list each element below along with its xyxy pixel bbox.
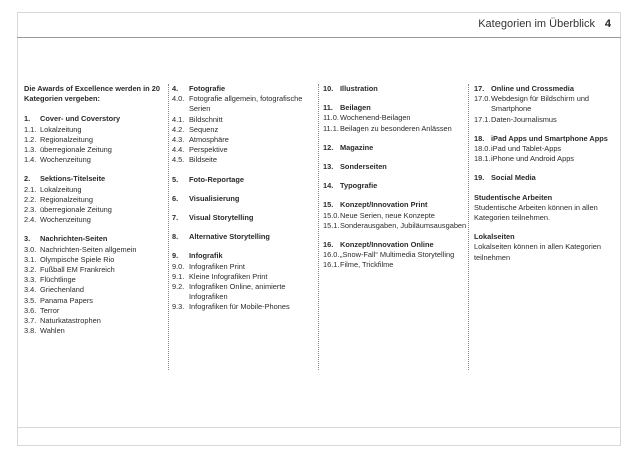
- subcategory-number: 18.0.: [474, 144, 491, 154]
- category-number: 3.: [24, 234, 31, 244]
- subcategory-item: [474, 94, 618, 114]
- category-title: Online und Crossmedia: [491, 84, 574, 93]
- subcategory-item: [172, 94, 312, 114]
- subcategory-label: Wochenend-Beilagen: [340, 113, 411, 123]
- subcategory-number: 3.1.: [24, 254, 37, 264]
- subcategory-item: [24, 285, 164, 295]
- subcategory-item: [24, 296, 164, 306]
- page-title: Kategorien im Überblick: [478, 18, 595, 30]
- category-title: Alternative Storytelling: [189, 232, 270, 242]
- subcategory-label: „Snow-Fall“ Multimedia Storytelling: [340, 250, 455, 260]
- subcategory-label: Beilagen zu besonderen Anlässen: [340, 123, 452, 133]
- subcategory-label: Wahlen: [40, 326, 65, 336]
- subcategory-label: Infografiken Print: [189, 261, 245, 271]
- subcategory-label: überregionale Zeitung: [40, 205, 112, 215]
- subcategory-number: 3.0.: [24, 244, 37, 254]
- category-group: [323, 240, 471, 271]
- page-header: [17, 12, 621, 38]
- note-block: [474, 193, 618, 224]
- category-title: Visualisierung: [189, 193, 240, 203]
- intro-text: Die Awards of Excellence werden in 20 Kategorien vergeben:: [24, 84, 160, 104]
- subcategory-number: 17.1.: [474, 114, 491, 124]
- subcategory-item: [323, 211, 471, 221]
- category-number: 19.: [474, 173, 485, 183]
- category-group: [323, 200, 471, 231]
- category-title: Konzept/Innovation Online: [340, 240, 434, 250]
- note-title: Lokalseiten: [474, 232, 515, 242]
- subcategory-number: 3.6.: [24, 305, 37, 315]
- subcategory-label: Infografiken Online, animierte Infografiken: [189, 282, 286, 302]
- subcategory-number: 4.2.: [172, 124, 185, 134]
- subcategory-number: 11.1.: [323, 123, 339, 133]
- subcategory-number: 1.3.: [24, 145, 37, 155]
- category-heading: [172, 213, 312, 223]
- category-number: 8.: [172, 232, 179, 242]
- subcategory-label: Sonderausgaben, Jubiläumsausgaben: [340, 220, 467, 230]
- subcategory-number: 2.1.: [24, 184, 37, 194]
- category-title: Sektions-Titelseite: [40, 174, 106, 184]
- subcategory-item: [323, 221, 471, 231]
- category-heading: [474, 84, 618, 94]
- column-divider: [318, 84, 319, 370]
- subcategory-number: 2.3.: [24, 205, 37, 215]
- subcategory-label: Wochenzeitung: [40, 215, 91, 225]
- category-title: Illustration: [340, 84, 378, 93]
- subcategory-item: [474, 144, 618, 154]
- subcategory-item: [172, 115, 312, 125]
- subcategory-number: 1.2.: [24, 134, 37, 144]
- subcategory-item: [24, 215, 164, 225]
- category-group: [172, 175, 312, 185]
- subcategory-number: 2.2.: [24, 194, 37, 204]
- subcategory-item: [24, 145, 164, 155]
- subcategory-item: [24, 275, 164, 285]
- subcategory-item: [24, 245, 164, 255]
- category-number: 16.: [323, 240, 334, 250]
- category-title: Konzept/Innovation Print: [340, 200, 428, 210]
- category-column-1: [24, 84, 164, 345]
- category-heading: [24, 174, 164, 184]
- subcategory-number: 1.1.: [24, 124, 37, 134]
- category-heading: [172, 232, 312, 242]
- category-title: Social Media: [491, 173, 536, 183]
- category-number: 2.: [24, 174, 31, 184]
- subcategory-item: [172, 145, 312, 155]
- subcategory-item: [323, 250, 471, 260]
- category-heading: [323, 143, 471, 153]
- category-heading: [172, 84, 312, 94]
- category-group: [172, 84, 312, 166]
- subcategory-label: Sequenz: [189, 124, 219, 134]
- category-group: [323, 103, 471, 134]
- category-heading: [24, 234, 164, 244]
- category-number: 18.: [474, 133, 485, 143]
- subcategory-label: Terror: [40, 305, 60, 315]
- category-number: 4.: [172, 84, 179, 93]
- subcategory-label: Perspektive: [189, 145, 228, 155]
- subcategory-label: Daten-Journalismus: [491, 114, 557, 124]
- subcategory-label: iPhone und Android Apps: [491, 154, 575, 164]
- subcategory-item: [323, 124, 471, 134]
- subcategory-number: 9.2.: [172, 282, 185, 292]
- subcategory-label: Bildseite: [189, 155, 217, 165]
- subcategory-number: 3.4.: [24, 285, 37, 295]
- subcategory-number: 3.7.: [24, 316, 37, 326]
- category-number: 6.: [172, 193, 179, 203]
- subcategory-label: Atmosphäre: [189, 135, 229, 145]
- category-column-4: [474, 84, 618, 272]
- note-block: [474, 232, 618, 263]
- subcategory-label: Fotografie allgemein, fotografische Serien: [189, 94, 303, 114]
- category-title: Cover- und Coverstory: [40, 114, 121, 124]
- category-heading: [323, 162, 471, 172]
- subcategory-number: 4.4.: [172, 145, 185, 155]
- category-heading: [323, 103, 471, 113]
- subcategory-number: 2.4.: [24, 215, 37, 225]
- subcategory-number: 3.5.: [24, 295, 37, 305]
- subcategory-number: 3.2.: [24, 265, 37, 275]
- category-title: Visual Storytelling: [189, 213, 254, 223]
- category-group: [474, 84, 618, 125]
- subcategory-label: Wochenzeitung: [40, 155, 91, 165]
- subcategory-number: 4.1.: [172, 114, 185, 124]
- subcategory-label: überregionale Zeitung: [40, 145, 112, 155]
- note-title: Studentische Arbeiten: [474, 192, 553, 202]
- category-column-3: [323, 84, 471, 280]
- subcategory-item: [24, 125, 164, 135]
- subcategory-label: Infografiken für Mobile-Phones: [189, 302, 290, 312]
- category-group: [24, 234, 164, 336]
- category-group: [172, 213, 312, 223]
- category-title: Infografik: [189, 251, 223, 261]
- category-number: 13.: [323, 162, 334, 172]
- category-heading: [323, 240, 471, 250]
- subcategory-item: [172, 272, 312, 282]
- category-group: [474, 134, 618, 165]
- category-number: 10.: [323, 84, 334, 93]
- subcategory-item: [24, 326, 164, 336]
- category-group: [172, 232, 312, 242]
- column-divider: [168, 84, 169, 370]
- category-group: [323, 162, 471, 172]
- subcategory-label: Griechenland: [40, 285, 84, 295]
- subcategory-label: Naturkatastrophen: [40, 316, 101, 326]
- category-title: Nachrichten-Seiten: [40, 234, 108, 244]
- category-number: 5.: [172, 174, 179, 184]
- subcategory-item: [474, 115, 618, 125]
- category-group: [474, 173, 618, 183]
- note-text: Studentische Arbeiten können in allen Kategorien teilnehmen.: [474, 202, 598, 223]
- category-title: Magazine: [340, 142, 374, 152]
- category-heading: [172, 175, 312, 185]
- subcategory-item: [24, 155, 164, 165]
- note-text: Lokalseiten können in allen Kategorien teilnehmen: [474, 242, 601, 262]
- subcategory-label: Regionalzeitung: [40, 134, 94, 144]
- subcategory-item: [474, 154, 618, 164]
- subcategory-number: 3.3.: [24, 275, 37, 285]
- subcategory-item: [24, 205, 164, 215]
- subcategory-number: 9.3.: [172, 302, 185, 312]
- subcategory-label: Webdesign für Bildschirm und Smartphone: [491, 94, 590, 114]
- category-number: 14.: [323, 181, 334, 191]
- category-number: 7.: [172, 213, 179, 223]
- subcategory-item: [24, 195, 164, 205]
- category-title: Typografie: [340, 181, 378, 191]
- footer-divider: [17, 427, 621, 428]
- subcategory-label: Filme, Trickfilme: [340, 260, 394, 270]
- page-number: 4: [604, 18, 611, 30]
- category-title: iPad Apps und Smartphone Apps: [491, 133, 608, 143]
- subcategory-item: [24, 265, 164, 275]
- subcategory-number: 1.4.: [24, 155, 37, 165]
- category-heading: [172, 251, 312, 261]
- subcategory-item: [323, 260, 471, 270]
- subcategory-label: Regionalzeitung: [40, 194, 94, 204]
- subcategory-item: [24, 306, 164, 316]
- category-number: 17.: [474, 84, 485, 93]
- category-heading: [323, 200, 471, 210]
- subcategory-number: 15.1.: [323, 220, 340, 230]
- subcategory-item: [24, 316, 164, 326]
- subcategory-number: 16.0.: [323, 250, 340, 260]
- subcategory-label: Fußball EM Frankreich: [40, 265, 115, 275]
- category-group: [323, 181, 471, 191]
- subcategory-item: [172, 125, 312, 135]
- subcategory-label: Bildschnitt: [189, 114, 223, 124]
- subcategory-number: 4.3.: [172, 135, 185, 145]
- subcategory-number: 11.0.: [323, 113, 339, 123]
- category-title: Sonderseiten: [340, 162, 387, 172]
- subcategory-number: 17.0.: [474, 94, 491, 104]
- category-group: [24, 174, 164, 225]
- category-group: [24, 114, 164, 165]
- subcategory-item: [24, 185, 164, 195]
- subcategory-number: 9.1.: [172, 271, 185, 281]
- subcategory-label: Panama Papers: [40, 295, 93, 305]
- subcategory-number: 9.0.: [172, 261, 185, 271]
- subcategory-number: 3.8.: [24, 326, 37, 336]
- subcategory-number: 16.1.: [323, 260, 340, 270]
- category-heading: [323, 84, 471, 94]
- category-number: 15.: [323, 200, 334, 210]
- subcategory-item: [172, 282, 312, 302]
- category-heading: [24, 114, 164, 124]
- category-number: 9.: [172, 251, 179, 261]
- subcategory-label: Nachrichten-Seiten allgemein: [40, 244, 137, 254]
- category-group: [172, 194, 312, 204]
- subcategory-label: Flüchtlinge: [40, 275, 76, 285]
- category-heading: [474, 173, 618, 183]
- category-title: Fotografie: [189, 84, 226, 93]
- category-number: 12.: [323, 142, 334, 152]
- subcategory-number: 18.1.: [474, 154, 491, 164]
- category-heading: [172, 194, 312, 204]
- subcategory-item: [172, 155, 312, 165]
- category-title: Beilagen: [340, 103, 371, 113]
- category-group: [323, 143, 471, 153]
- category-group: [323, 84, 471, 94]
- category-group: [172, 251, 312, 312]
- subcategory-number: 4.5.: [172, 155, 185, 165]
- subcategory-item: [323, 113, 471, 123]
- subcategory-label: Lokalzeitung: [40, 124, 82, 134]
- category-heading: [323, 181, 471, 191]
- subcategory-label: Kleine Infografiken Print: [189, 271, 268, 281]
- subcategory-item: [172, 262, 312, 272]
- subcategory-item: [172, 302, 312, 312]
- subcategory-item: [24, 135, 164, 145]
- category-number: 11.: [323, 103, 333, 113]
- category-column-2: [172, 84, 312, 322]
- subcategory-label: Olympische Spiele Rio: [40, 254, 115, 264]
- subcategory-label: iPad und Tablet-Apps: [491, 144, 562, 154]
- subcategory-number: 15.0.: [323, 210, 340, 220]
- subcategory-item: [172, 135, 312, 145]
- subcategory-number: 4.0.: [172, 94, 185, 104]
- subcategory-item: [24, 255, 164, 265]
- subcategory-label: Lokalzeitung: [40, 184, 82, 194]
- category-number: 1.: [24, 114, 31, 124]
- category-heading: [474, 134, 618, 144]
- category-title: Foto-Reportage: [189, 174, 245, 184]
- subcategory-label: Neue Serien, neue Konzepte: [340, 210, 435, 220]
